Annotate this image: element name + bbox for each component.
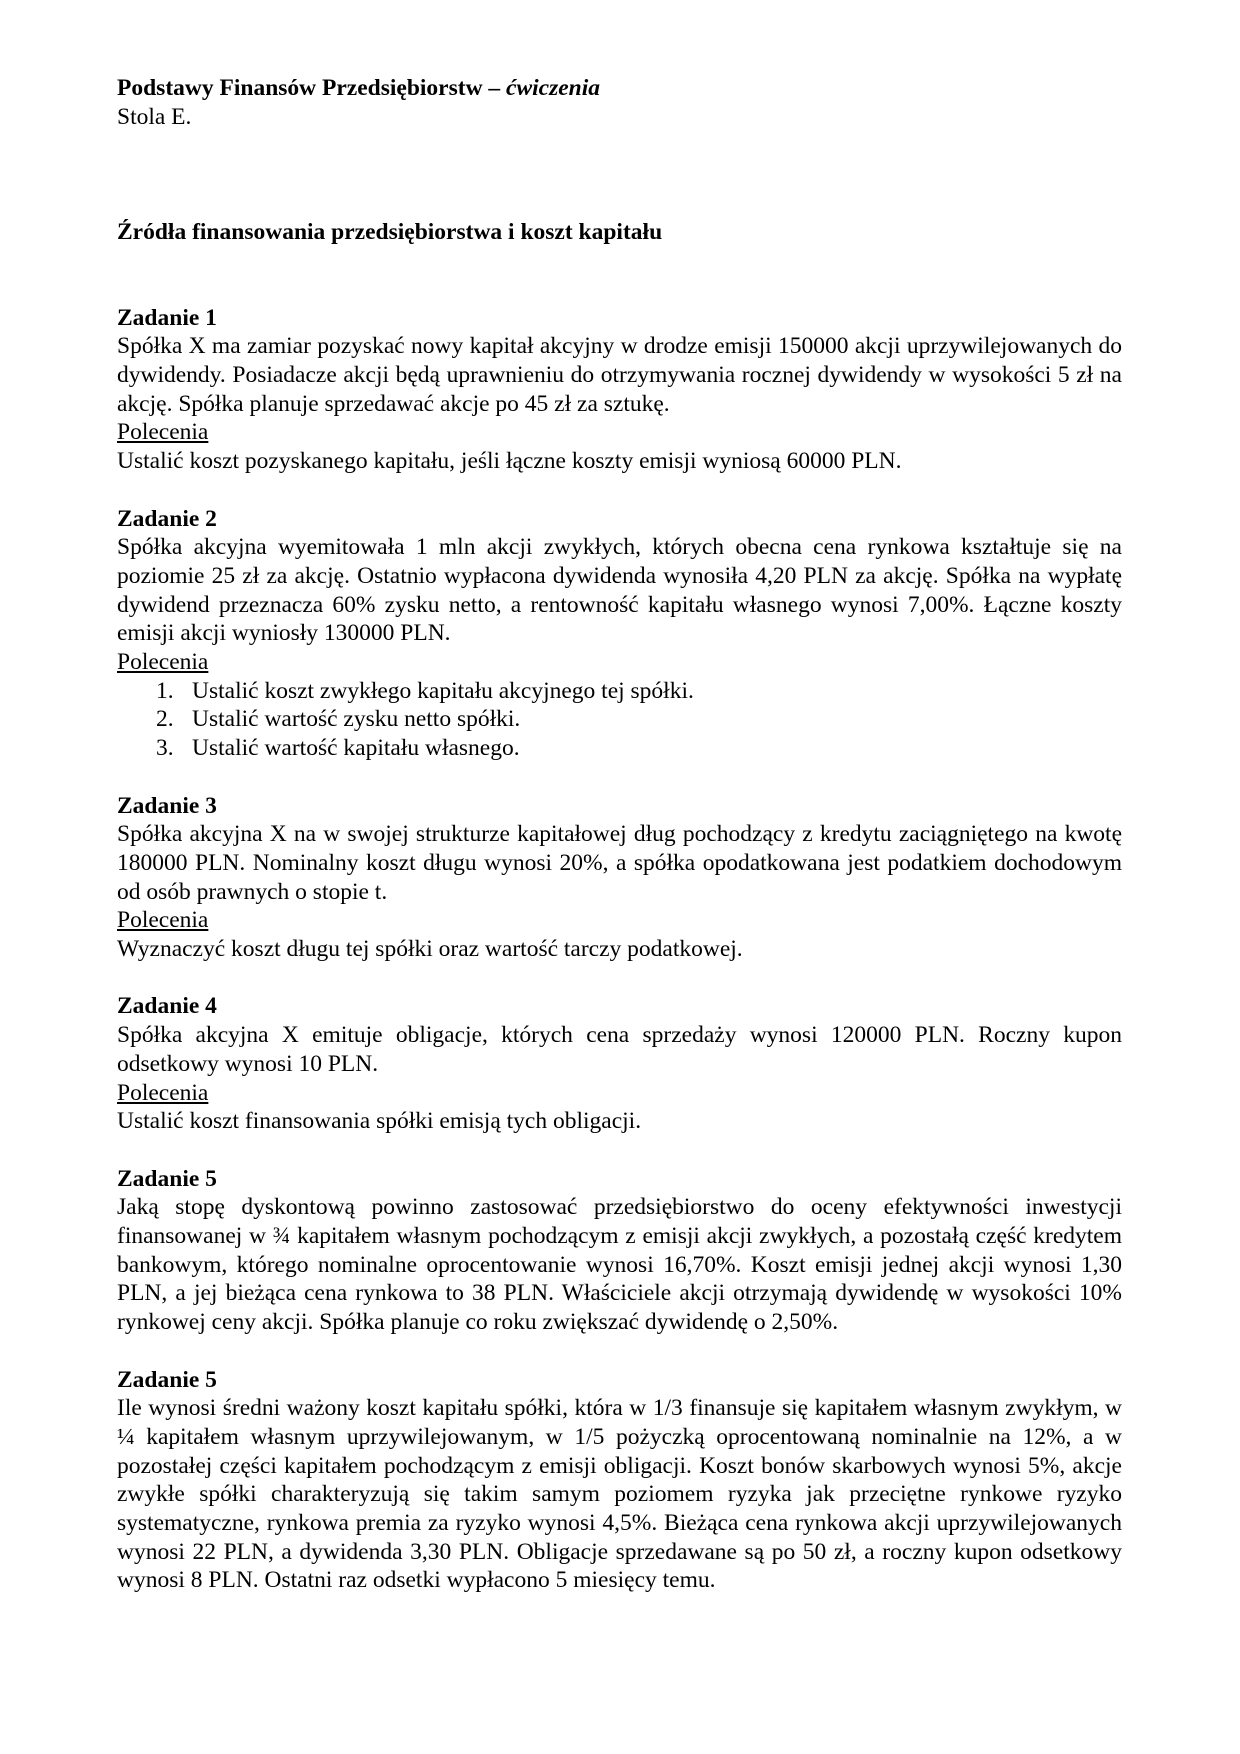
task-2	[117, 505, 1122, 763]
task-5b	[117, 1366, 1122, 1596]
document-title: Źródła finansowania przedsiębiorstwa i koszt kapitału	[117, 218, 663, 245]
author: Stola E.	[117, 103, 192, 130]
task-heading: Zadanie 3	[117, 792, 217, 819]
task-1	[117, 304, 1122, 476]
task-body: Spółka akcyjna X emituje obligacje, których cena sprzedaży wynosi 120000 PLN. Roczny kupon odsetkowy wynosi 10 PLN.	[117, 1022, 1122, 1077]
instructions-label: Polecenia	[117, 907, 209, 934]
task-heading: Zadanie 4	[117, 993, 217, 1020]
list-item: 1. Ustalić koszt zwykłego kapitału akcyjnego tej spółki.	[156, 677, 694, 704]
task-5	[117, 1165, 1122, 1337]
task-body: Spółka akcyjna X na w swojej strukturze kapitałowej dług pochodzący z kredytu zaciągniętego na kwotę 180000 PLN. Nominalny koszt długu wynosi 20%, a spółka opodatkowana jest podatkiem dochodowym od osób prawnych o stopie t.	[117, 821, 1122, 905]
instructions-label: Polecenia	[117, 419, 209, 446]
task-body: Jaką stopę dyskontową powinno zastosować przedsiębiorstwo do oceny efektywności inwestycji finansowanej w ¾ kapitałem własnym pochodzącym z emisji akcji zwykłych, a pozostałą część kredytem bankowym, którego nominalne oprocentowanie wynosi 16,70%. Koszt emisji jednej akcji wynosi 1,30 PLN, a jej bieżąca cena rynkowa to 38 PLN. Właściciele akcji otrzymają dywidendę w wysokości 10% rynkowej ceny akcji. Spółka planuje co roku zwiększać dywidendę o 2,50%.	[117, 1194, 1122, 1336]
task-body: Ile wynosi średni ważony koszt kapitału spółki, która w 1/3 finansuje się kapitałem własnym zwykłym, w ¼ kapitałem własnym uprzywilejowanym, w 1/5 pożyczką oprocentowaną nominalnie na 12%, a w pozostałej części kapitałem pochodzącym z emisji obligacji. Koszt bonów skarbowych wynosi 5%, akcje zwykłe spółki charakteryzują się takim samym poziomem ryzyka jak przeciętne rynkowe ryzyko systematyczne, rynkowa premia za ryzyko wynosi 4,5%. Bieżąca cena rynkowa akcji uprzywilejowanych wynosi 22 PLN, a dywidenda 3,30 PLN. Obligacje sprzedawane są po 50 zł, a roczny kupon odsetkowy wynosi 8 PLN. Ostatni raz odsetki wypłacono 5 miesięcy temu.	[117, 1395, 1122, 1594]
task-body: Spółka akcyjna wyemitowała 1 mln akcji zwykłych, których obecna cena rynkowa kształtuje się na poziomie 25 zł za akcję. Ostatnio wypłacona dywidenda wynosiła 4,20 PLN za akcję. Spółka na wypłatę dywidend przeznacza 60% zysku netto, a rentowność kapitału własnego wynosi 7,00%. Łączne koszty emisji akcji wyniosły 130000 PLN.	[117, 534, 1122, 647]
list-item: 2. Ustalić wartość zysku netto spółki.	[156, 706, 521, 733]
instructions-label: Polecenia	[117, 649, 209, 676]
task-heading: Zadanie 5	[117, 1366, 217, 1393]
course-type: ćwiczenia	[506, 75, 601, 101]
list-item: 3. Ustalić wartość kapitału własnego.	[156, 735, 520, 762]
instructions: Wyznaczyć koszt długu tej spółki oraz wartość tarczy podatkowej.	[117, 936, 743, 963]
instructions-label: Polecenia	[117, 1079, 209, 1106]
task-heading: Zadanie 2	[117, 505, 217, 532]
task-3	[117, 792, 1122, 964]
task-heading: Zadanie 1	[117, 304, 217, 331]
document-page	[117, 74, 1122, 1595]
task-4	[117, 992, 1122, 1136]
course-header: Podstawy Finansów Przedsiębiorstw – ćwiczenia	[117, 75, 601, 101]
task-body: Spółka X ma zamiar pozyskać nowy kapitał akcyjny w drodze emisji 150000 akcji uprzywilejowanych do dywidendy. Posiadacze akcji będą uprawnieniu do otrzymywania rocznej dywidendy w wysokości 5 zł na akcję. Spółka planuje sprzedawać akcje po 45 zł za sztukę.	[117, 333, 1122, 417]
task-heading: Zadanie 5	[117, 1165, 217, 1192]
instructions-list	[117, 677, 1122, 763]
instructions: Ustalić koszt finansowania spółki emisją tych obligacji.	[117, 1108, 642, 1135]
instructions: Ustalić koszt pozyskanego kapitału, jeśli łączne koszty emisji wyniosą 60000 PLN.	[117, 448, 902, 475]
